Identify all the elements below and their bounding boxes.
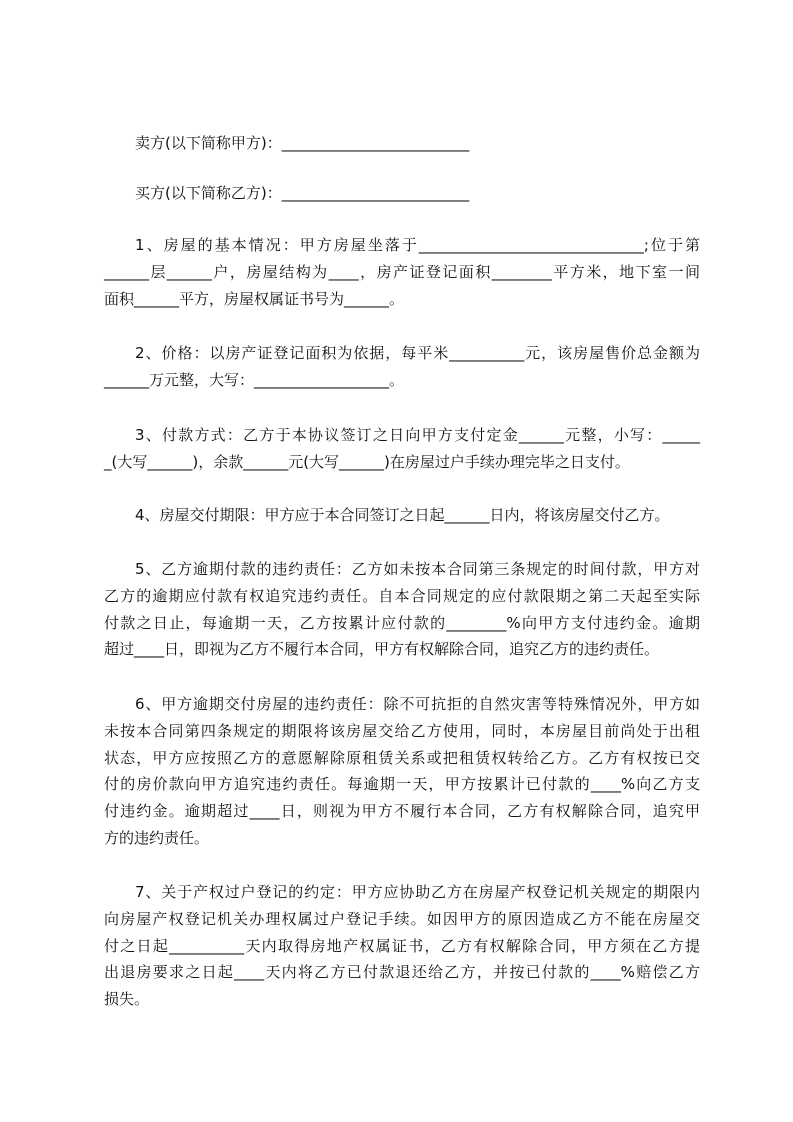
text-line: 损失。 [104, 990, 150, 1009]
text-line: 乙方的逾期应付款有权追究违约责任。自本合同规定的应付款限期之第二天起至实际 [104, 586, 700, 605]
text-line: 5、乙方逾期付款的违约责任：乙方如未按本合同第三条规定的时间付款，甲方对 [135, 560, 700, 578]
text-line: ______层______户，房屋结构为____，房产证登记面积________平方米，地下室一间 [104, 262, 700, 281]
paragraph-buyer [104, 180, 700, 207]
text-line: 付违约金。逾期超过____日，则视为甲方不履行本合同，乙方有权解除合同，追究甲 [104, 802, 700, 821]
text-line: 买方(以下简称乙方)：_________________________ [135, 184, 470, 202]
paragraph-clause-4 [104, 502, 700, 529]
text-line: 1、房屋的基本情况：甲方房屋坐落于______________________________;位于第 [135, 236, 700, 254]
paragraph-clause-7 [104, 879, 700, 1013]
text-line: 状态，甲方应按照乙方的意愿解除原租赁关系或把租赁权转给乙方。乙方有权按已交 [104, 748, 700, 767]
text-line: 7、关于产权过户登记的约定：甲方应协助乙方在房屋产权登记机关规定的期限内 [135, 883, 700, 901]
text-line: 未按本合同第四条规定的期限将该房屋交给乙方使用，同时，本房屋目前尚处于出租 [104, 721, 700, 740]
text-line: _(大写______)，余款______元(大写______)在房屋过户手续办理完毕之日支付。 [104, 452, 630, 471]
paragraph-clause-1 [104, 232, 700, 312]
text-line: 6、甲方逾期交付房屋的违约责任：除不可抗拒的自然灾害等特殊情况外，甲方如 [135, 695, 700, 713]
paragraph-clause-3 [104, 422, 700, 476]
text-line: 超过____日，即视为乙方不履行本合同，甲方有权解除合同，追究乙方的违约责任。 [104, 640, 660, 659]
text-line: 出退房要求之日起____天内将乙方已付款退还给乙方，并按已付款的____%赔偿乙方 [104, 963, 700, 982]
text-line: ______万元整，大写：__________________。 [104, 370, 405, 389]
paragraph-clause-6 [104, 691, 700, 852]
text-line: 向房屋产权登记机关办理权属过户登记手续。如因甲方的原因造成乙方不能在房屋交 [104, 909, 700, 928]
text-line: 付之日起__________天内取得房地产权属证书，乙方有权解除合同，甲方须在乙方提 [104, 936, 700, 955]
text-line: 4、房屋交付期限：甲方应于本合同签订之日起______日内，将该房屋交付乙方。 [135, 506, 670, 524]
text-line: 面积______平方，房屋权属证书号为______。 [104, 289, 405, 308]
paragraph-clause-5 [104, 556, 700, 663]
text-line: 卖方(以下简称甲方)：_________________________ [135, 134, 470, 152]
text-line: 2、价格：以房产证登记面积为依据，每平米__________元，该房屋售价总金额为 [135, 344, 700, 362]
paragraph-clause-2 [104, 340, 700, 394]
text-line: 付款之日止，每逾期一天，乙方按累计应付款的________%向甲方支付违约金。逾期 [104, 613, 700, 632]
text-line: 3、付款方式：乙方于本协议签订之日向甲方支付定金______元整，小写：_____ [135, 426, 700, 444]
text-line: 方的违约责任。 [104, 828, 210, 847]
text-line: 付的房价款向甲方追究违约责任。每逾期一天，甲方按累计已付款的____%向乙方支 [104, 775, 700, 794]
paragraph-seller [104, 130, 700, 157]
